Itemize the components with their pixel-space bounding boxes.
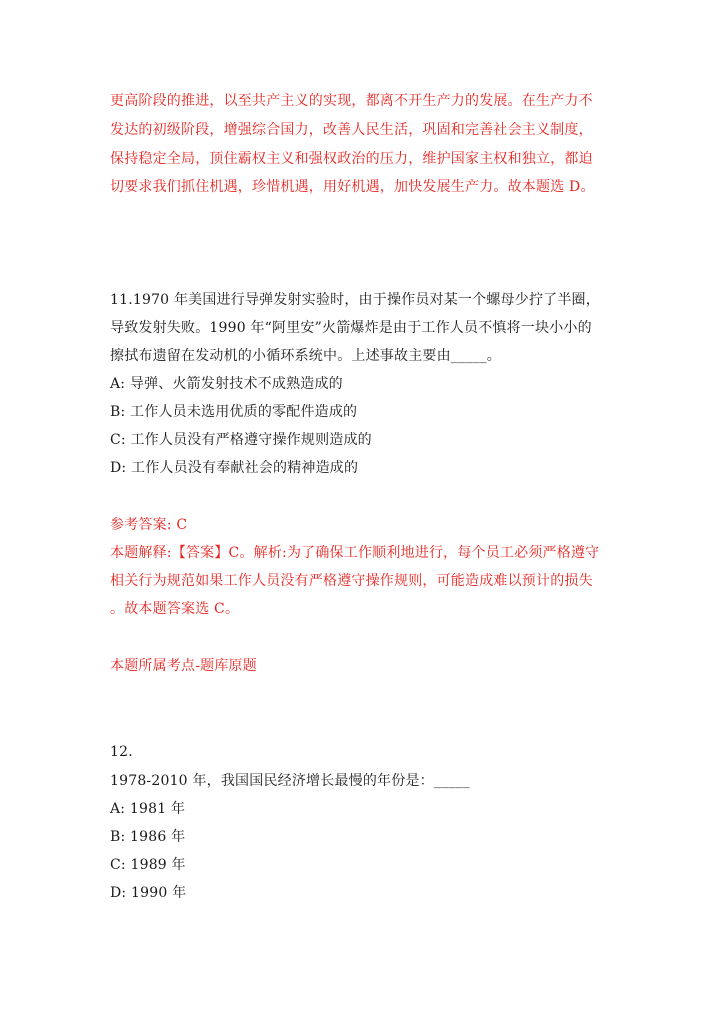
question-11-knowledge-point: 本题所属考点-题库原题 xyxy=(110,658,257,674)
question-11-explanation-line: 本题解释:【答案】C。解析:为了确保工作顺利地进行，每个员工必须严格遵守 xyxy=(110,545,600,561)
question-11-stem-line: 11.1970 年美国进行导弹发射实验时，由于操作员对某一个螺母少拧了半圈， xyxy=(110,292,600,308)
question-11-answer: 参考答案: C xyxy=(110,517,188,533)
prev-explanation-line: 切要求我们抓住机遇，珍惜机遇，用好机遇，加快发展生产力。故本题选 D。 xyxy=(110,179,595,195)
question-12-option-d: D: 1990 年 xyxy=(110,885,187,901)
question-11-stem-line: 导致发射失败。1990 年“阿里安”火箭爆炸是由于工作人员不慎将一块小小的 xyxy=(110,320,592,336)
question-11-option-a: A: 导弹、火箭发射技术不成熟造成的 xyxy=(110,376,343,392)
question-11-stem-line: 擦拭布遗留在发动机的小循环系统中。上述事故主要由_____。 xyxy=(110,348,501,364)
question-11-option-d: D: 工作人员没有奉献社会的精神造成的 xyxy=(110,460,359,476)
question-11-option-b: B: 工作人员未选用优质的零配件造成的 xyxy=(110,404,358,420)
question-12-option-b: B: 1986 年 xyxy=(110,829,186,845)
question-11-option-c: C: 工作人员没有严格遵守操作规则造成的 xyxy=(110,432,372,448)
question-12-stem: 1978-2010 年，我国国民经济增长最慢的年份是：_____ xyxy=(110,773,470,789)
question-11-explanation-line: 。故本题答案选 C。 xyxy=(110,601,240,617)
question-11-explanation-line: 相关行为规范如果工作人员没有严格遵守操作规则，可能造成难以预计的损失 xyxy=(110,573,593,589)
prev-explanation-line: 更高阶段的推进，以至共产主义的实现，都离不开生产力的发展。在生产力不 xyxy=(110,93,593,109)
question-12-option-a: A: 1981 年 xyxy=(110,801,186,817)
question-12-option-c: C: 1989 年 xyxy=(110,857,186,873)
question-12-number: 12. xyxy=(110,744,133,760)
prev-explanation-line: 保持稳定全局，顶住霸权主义和强权政治的压力，维护国家主权和独立，都迫 xyxy=(110,151,593,167)
prev-explanation-line: 发达的初级阶段，增强综合国力，改善人民生活，巩固和完善社会主义制度， xyxy=(110,122,593,138)
